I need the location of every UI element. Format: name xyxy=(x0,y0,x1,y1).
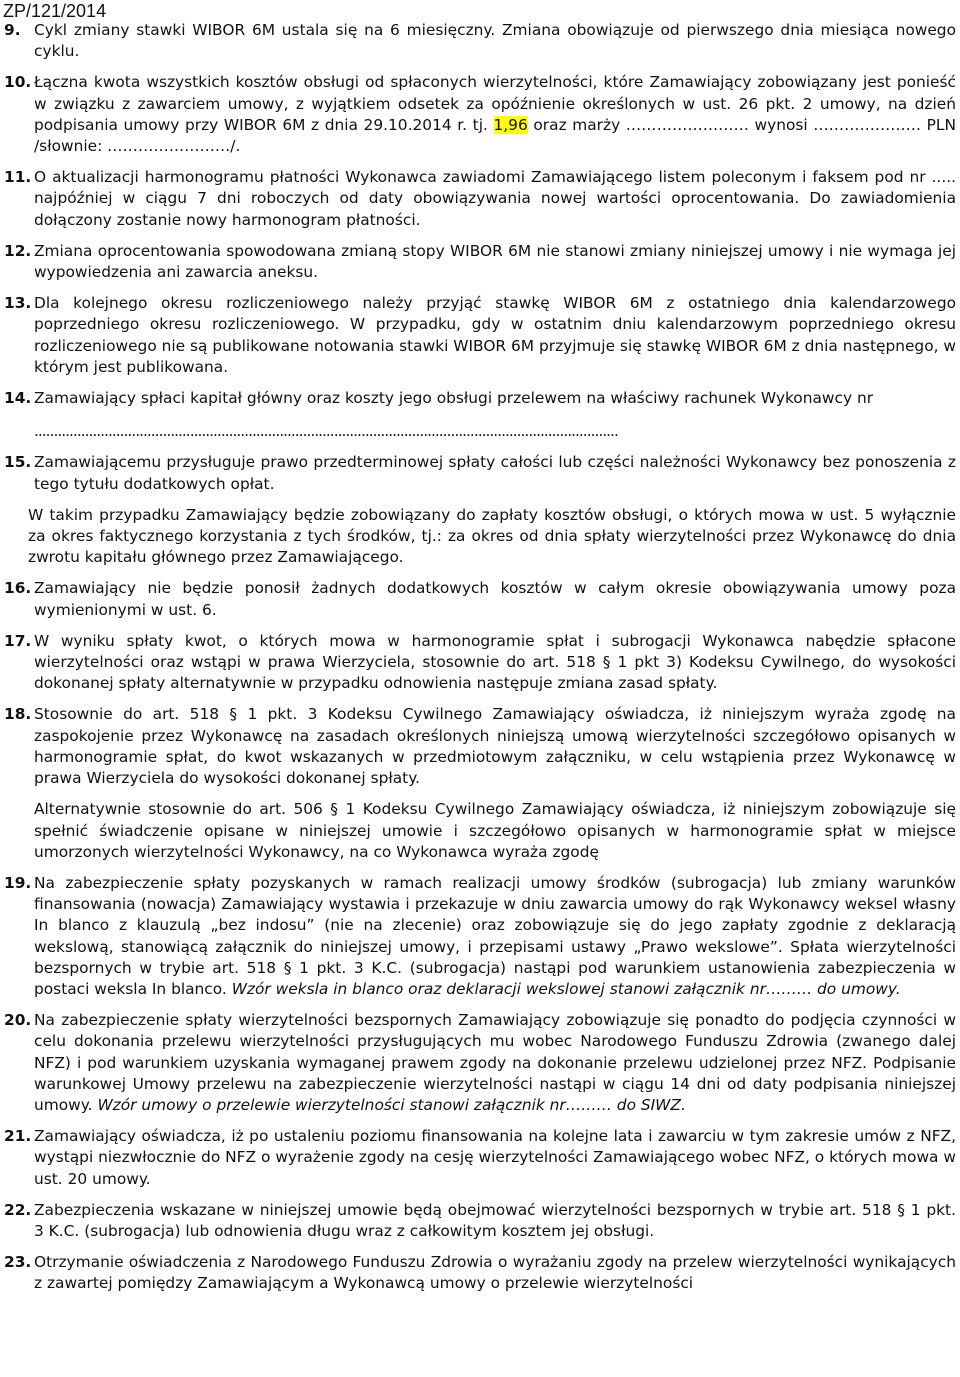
clause-number: 14. xyxy=(4,389,32,408)
clause-18 xyxy=(0,704,956,789)
clause-text-part: oraz marży …………………… wynosi ………………… PLN /słownie: ……………………/. xyxy=(34,115,957,156)
clause-13 xyxy=(0,293,956,378)
clause-number: 12. xyxy=(4,241,32,260)
clause-text: Otrzymanie oświadczenia z Narodowego Funduszu Zdrowia o wyrażaniu zgody na przelew wierzytelności wynikających z zawartej pomiędzy Zamawiającym a Wykonawcą umowy o przelewie wierzytelności xyxy=(34,1253,956,1293)
clause-italic-note: Wzór umowy o przelewie wierzytelności stanowi załącznik nr……… do SIWZ. xyxy=(97,1095,686,1114)
clause-number: 20. xyxy=(4,1011,32,1030)
clause-text-part: Na zabezpieczenie spłaty pozyskanych w ramach realizacji umowy środków (subrogacja) lub zmiany warunków finansowania (nowacja) Zamawiający wystawia i przekazuje w dniu zawarcia umowy do rąk Wykonawcy weksel własny In blanco z klauzulą „bez indosu” (nie na zlecenie) oraz zobowiązuje się do jego zapłaty zgodnie z deklaracją wekslową, stanowiącą załącznik do niniejszej umowy, i przepisami ustawy „Prawo wekslowe”. Spłata wierzytelności bezspornych w trybie art. 518 § 1 pkt. 3 K.C. (subrogacja) nastąpi pod warunkiem ustanowienia zabezpieczenia w postaci weksla In blanco. xyxy=(34,873,956,998)
clause-number: 18. xyxy=(4,705,32,724)
clause-text: Zamawiający spłaci kapitał główny oraz koszty jego obsługi przelewem na właściwy rachunek Wykonawcy nr xyxy=(34,389,874,408)
clause-text xyxy=(34,873,956,1000)
clause-18-paragraph: Alternatywnie stosownie do art. 506 § 1 Kodeksu Cywilnego Zamawiający oświadcza, iż niniejszym zobowiązuje się spełnić świadczenie opisane w niniejszej umowie i szczegółowo opisanych w harmonogramie spłat w miejsce umorzonych wierzytelności Wykonawcy, na co Wykonawca wyraża zgodę xyxy=(34,800,956,861)
clause-22 xyxy=(0,1200,956,1242)
clause-number: 10. xyxy=(4,73,32,92)
clause-text: Zamawiającemu przysługuje prawo przedterminowej spłaty całości lub części należności Wykonawcy bez ponoszenia z tego tytułu dodatkowych opłat. xyxy=(34,453,956,493)
account-number-blank: ...................................................................................................................................................... xyxy=(34,422,618,441)
clause-number: 16. xyxy=(4,579,32,598)
clause-number: 9. xyxy=(4,21,21,39)
clause-10 xyxy=(0,72,956,157)
clause-text: O aktualizacji harmonogramu płatności Wykonawca zawiadomi Zamawiającego listem poleconym i faksem pod nr ..... najpóźniej w ciągu 7 dni roboczych od daty obowiązywania nowej wartości oprocentowania. Do zawiadomienia dołączony zostanie nowy harmonogram płatności. xyxy=(34,168,956,229)
clause-text xyxy=(34,72,956,157)
clause-text: Dla kolejnego okresu rozliczeniowego należy przyjąć stawkę WIBOR 6M z ostatniego dnia kalendarzowego poprzedniego okresu rozliczeniowego. W przypadku, gdy w ostatnim dniu kalendarzowym poprzedniego okresu rozliczeniowego nie są publikowane notowania stawki WIBOR 6M przyjmuje się stawkę WIBOR 6M z dnia następnego, w którym jest publikowana. xyxy=(34,294,956,376)
clause-text: Zamawiający nie będzie ponosił żadnych dodatkowych kosztów w całym okresie obowiązywania umowy poza wymienionymi w ust. 6. xyxy=(34,579,956,619)
clause-9 xyxy=(0,20,956,62)
clause-text-part: Na zabezpieczenie spłaty wierzytelności bezspornych Zamawiający zobowiązuje się ponadto do podjęcia czynności w celu dokonania przelewu wierzytelności przysługujących mu wobec Narodowego Funduszu Zdrowia (zwanego dalej NFZ) i pod warunkiem uzyskania wymaganej prawem zgody na dokonanie przelewu udzielonej przez NFZ. Podpisanie warunkowej Umowy przelewu na zabezpieczenie wierzytelności nastąpi w ciągu 14 dni od daty podpisania niniejszej umowy. xyxy=(34,1011,956,1114)
clause-text: W wyniku spłaty kwot, o których mowa w harmonogramie spłat i subrogacji Wykonawca nabędzie spłacone wierzytelności oraz wstąpi w prawa Wierzyciela, stosownie do art. 518 § 1 pkt 3) Kodeksu Cywilnego, do wysokości dokonanej spłaty alternatywnie w przypadku odnowienia następuje zmiana zasad spłaty. xyxy=(34,631,956,693)
clause-list xyxy=(0,20,956,1295)
highlighted-rate: 1,96 xyxy=(493,115,528,134)
clause-text: Zamawiający oświadcza, iż po ustaleniu poziomu finansowania na kolejne lata i zawarciu w tym zakresie umów z NFZ, wystąpi niezwłocznie do NFZ o wyrażenie zgody na cesję wierzytelności Zamawiającego wobec NFZ, o których mowa w ust. 20 umowy. xyxy=(34,1127,956,1188)
clause-text xyxy=(34,1010,956,1116)
clause-number: 21. xyxy=(4,1127,32,1146)
clause-20 xyxy=(0,1010,956,1116)
clause-text: Cykl zmiany stawki WIBOR 6M ustala się na 6 miesięczny. Zmiana obowiązuje od pierwszego dnia miesiąca nowego cyklu. xyxy=(34,21,956,61)
clause-23 xyxy=(0,1252,956,1294)
clause-number: 22. xyxy=(4,1200,32,1219)
clause-number: 15. xyxy=(4,453,32,472)
clause-number: 13. xyxy=(4,294,32,313)
clause-text: Zmiana oprocentowania spowodowana zmianą stopy WIBOR 6M nie stanowi zmiany niniejszej umowy i nie wymaga jej wypowiedzenia ani zawarcia aneksu. xyxy=(34,241,956,282)
clause-text-part: Łączna kwota wszystkich kosztów obsługi od spłaconych wierzytelności, które Zamawiający zobowiązany jest ponieść w związku z zawarciem umowy, z wyjątkiem odsetek za opóźnienie określonych w ust. 26 pkt. 2 umowy, na dzień podpisania umowy przy WIBOR 6M z dnia 29.10.2014 r. tj. xyxy=(34,73,956,134)
clause-17 xyxy=(0,631,956,695)
clause-number: 17. xyxy=(4,631,32,650)
clause-italic-note: Wzór weksla in blanco oraz deklaracji wekslowej stanowi załącznik nr……… do umowy. xyxy=(231,979,901,998)
clause-text: Stosownie do art. 518 § 1 pkt. 3 Kodeksu Cywilnego Zamawiający oświadcza, iż niniejszym wyraża zgodę na zaspokojenie przez Wykonawcę na zasadach określonych niniejszą umową wierzytelności szczegółowo opisanych w harmonogramie spłat, do kwot wskazanych w przedmiotowym załączniku, w celu wstąpienia przez Wykonawcę w prawa Wierzyciela do wysokości dokonanej spłaty. xyxy=(34,705,956,788)
clause-21 xyxy=(0,1126,956,1190)
clause-14 xyxy=(0,388,956,442)
clause-number: 11. xyxy=(4,168,32,187)
clause-15-paragraph: W takim przypadku Zamawiający będzie zobowiązany do zapłaty kosztów obsługi, o których mowa w ust. 5 wyłącznie za okres faktycznego korzystania z tych środków, tj.: za okres od dnia spłaty wierzytelności przez Wykonawcę do dnia zwrotu kapitału głównego przez Zamawiającego. xyxy=(28,505,956,567)
clause-15 xyxy=(0,452,956,494)
clause-number: 23. xyxy=(4,1253,32,1272)
clause-12 xyxy=(0,241,956,283)
clause-11 xyxy=(0,167,956,231)
clause-19 xyxy=(0,873,956,1000)
document-reference: ZP/121/2014 xyxy=(3,1,107,21)
clause-16 xyxy=(0,578,956,620)
clause-number: 19. xyxy=(4,873,32,892)
clause-text: Zabezpieczenia wskazane w niniejszej umowie będą obejmować wierzytelności bezspornych w trybie art. 518 § 1 pkt. 3 K.C. (subrogacja) lub odnowienia długu wraz z całkowitym kosztem jej obsługi. xyxy=(34,1200,956,1240)
